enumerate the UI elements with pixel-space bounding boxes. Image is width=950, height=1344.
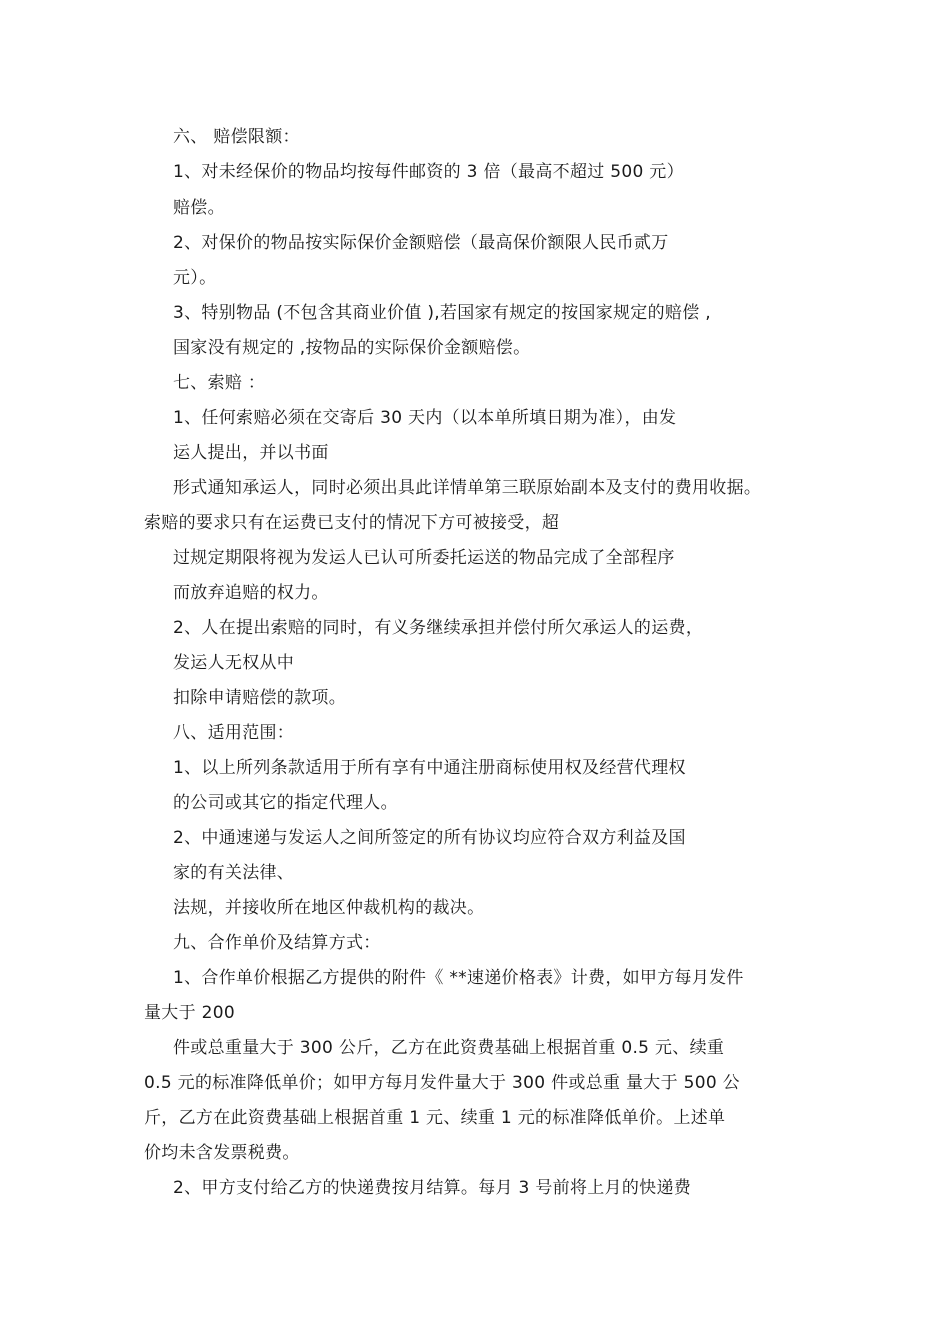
text-line: 2、对保价的物品按实际保价金额赔偿（最高保价额限人民币贰万 (173, 233, 669, 253)
text-line: 斤，乙方在此资费基础上根据首重 1 元、续重 1 元的标准降低单价。上述单 (144, 1108, 726, 1128)
section-8-heading: 八、适用范围： (173, 723, 295, 743)
text-line: 索赔的要求只有在运费已支付的情况下方可被接受，超 (144, 513, 560, 533)
text-line: 0.5 元的标准降低单价；如甲方每月发件量大于 300 件或总重 量大于 500 公 (144, 1073, 740, 1093)
text-line: 元）。 (173, 268, 217, 288)
text-line: 形式通知承运人，同时必须出具此详情单第三联原始副本及支付的费用收据。 (173, 478, 762, 498)
text-line: 件或总重量大于 300 公斤，乙方在此资费基础上根据首重 0.5 元、续重 (173, 1038, 725, 1058)
text-line: 赔偿。 (173, 198, 225, 218)
text-line: 家的有关法律、 (173, 863, 295, 883)
text-line: 价均未含发票税费。 (144, 1143, 300, 1163)
text-line: 2、人在提出索赔的同时，有义务继续承担并偿付所欠承运人的运费， (173, 618, 704, 638)
text-line: 量大于 200 (144, 1003, 235, 1023)
section-6-heading: 六、 赔偿限额： (173, 127, 300, 147)
text-line: 运人提出，并以书面 (173, 443, 329, 463)
text-line: 3、特别物品 (不包含其商业价值 ),若国家有规定的按国家规定的赔偿 , (173, 303, 711, 323)
text-line: 国家没有规定的 ,按物品的实际保价金额赔偿。 (173, 338, 531, 358)
text-line: 而放弃追赔的权力。 (173, 583, 329, 603)
section-7-heading: 七、索赔 ： (173, 373, 266, 393)
text-line: 2、中通速递与发运人之间所签定的所有协议均应符合双方利益及国 (173, 828, 686, 848)
text-line: 1、对未经保价的物品均按每件邮资的 3 倍（最高不超过 500 元） (173, 162, 684, 182)
text-line: 1、任何索赔必须在交寄后 30 天内（以本单所填日期为准），由发 (173, 408, 677, 428)
text-line: 1、合作单价根据乙方提供的附件《 **速递价格表》计费，如甲方每月发件 (173, 968, 744, 988)
text-line: 扣除申请赔偿的款项。 (173, 688, 346, 708)
text-line: 过规定期限将视为发运人已认可所委托运送的物品完成了全部程序 (173, 548, 675, 568)
text-line: 1、以上所列条款适用于所有享有中通注册商标使用权及经营代理权 (173, 758, 686, 778)
text-line: 法规，并接收所在地区仲裁机构的裁决。 (173, 898, 485, 918)
section-9-heading: 九、合作单价及结算方式： (173, 933, 381, 953)
text-line: 的公司或其它的指定代理人。 (173, 793, 398, 813)
text-line: 发运人无权从中 (173, 653, 295, 673)
text-line: 2、甲方支付给乙方的快递费按月结算。每月 3 号前将上月的快递费 (173, 1178, 692, 1198)
